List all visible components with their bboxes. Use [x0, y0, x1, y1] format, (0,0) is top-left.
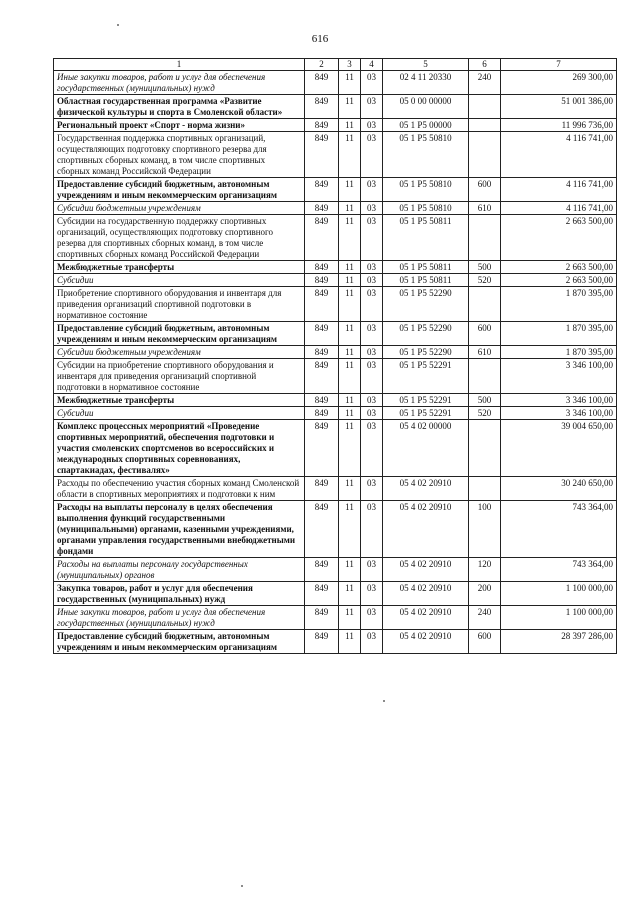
target-article-cell: 05 4 02 20910	[383, 477, 469, 501]
section-cell: 11	[339, 274, 361, 287]
table-row	[54, 630, 617, 654]
section-cell: 11	[339, 407, 361, 420]
ved-cell: 849	[305, 178, 339, 202]
ved-cell: 849	[305, 119, 339, 132]
row-name-cell: Предоставление субсидий бюджетным, автономным учреждениям и иным некоммерческим организациям	[54, 178, 305, 202]
ved-cell: 849	[305, 558, 339, 582]
subsection-cell: 03	[361, 359, 383, 394]
target-article-cell: 05 1 P5 52290	[383, 322, 469, 346]
amount-cell: 269 300,00	[501, 71, 617, 95]
expense-type-cell	[469, 420, 501, 477]
row-name-cell: Региональный проект «Спорт - норма жизни»	[54, 119, 305, 132]
amount-cell: 30 240 650,00	[501, 477, 617, 501]
amount-cell: 743 364,00	[501, 558, 617, 582]
ved-cell: 849	[305, 71, 339, 95]
table-body	[54, 71, 617, 654]
row-name-cell: Субсидии бюджетным учреждениям	[54, 202, 305, 215]
row-name-cell: Субсидии	[54, 274, 305, 287]
scan-speck	[241, 885, 243, 887]
expense-type-cell: 600	[469, 178, 501, 202]
amount-cell: 1 870 395,00	[501, 346, 617, 359]
section-cell: 11	[339, 630, 361, 654]
expense-type-cell: 520	[469, 274, 501, 287]
row-name-cell: Субсидии	[54, 407, 305, 420]
column-header: 5	[383, 59, 469, 71]
target-article-cell: 05 1 P5 50810	[383, 132, 469, 178]
section-cell: 11	[339, 606, 361, 630]
table-row	[54, 287, 617, 322]
target-article-cell: 05 1 P5 00000	[383, 119, 469, 132]
target-article-cell: 05 4 02 00000	[383, 420, 469, 477]
expense-type-cell	[469, 359, 501, 394]
row-name-cell: Иные закупки товаров, работ и услуг для обеспечения государственных (муниципальных) нужд	[54, 71, 305, 95]
row-name-cell: Государственная поддержка спортивных организаций, осуществляющих подготовку спортивного резерва для спортивных сборных команд, в том числе спортивных сборных команд Российской Федерации	[54, 132, 305, 178]
scan-speck	[117, 24, 119, 26]
table-row	[54, 274, 617, 287]
ved-cell: 849	[305, 407, 339, 420]
subsection-cell: 03	[361, 215, 383, 261]
expense-type-cell	[469, 119, 501, 132]
table-row	[54, 95, 617, 119]
ved-cell: 849	[305, 359, 339, 394]
subsection-cell: 03	[361, 420, 383, 477]
expense-type-cell: 600	[469, 322, 501, 346]
section-cell: 11	[339, 394, 361, 407]
expense-type-cell: 500	[469, 261, 501, 274]
section-cell: 11	[339, 501, 361, 558]
ved-cell: 849	[305, 202, 339, 215]
section-cell: 11	[339, 215, 361, 261]
ved-cell: 849	[305, 132, 339, 178]
amount-cell: 3 346 100,00	[501, 407, 617, 420]
section-cell: 11	[339, 346, 361, 359]
subsection-cell: 03	[361, 346, 383, 359]
table-row	[54, 420, 617, 477]
amount-cell: 2 663 500,00	[501, 215, 617, 261]
amount-cell: 1 870 395,00	[501, 322, 617, 346]
row-name-cell: Субсидии бюджетным учреждениям	[54, 346, 305, 359]
target-article-cell: 05 1 P5 50811	[383, 215, 469, 261]
subsection-cell: 03	[361, 132, 383, 178]
row-name-cell: Закупка товаров, работ и услуг для обеспечения государственных (муниципальных) нужд	[54, 582, 305, 606]
section-cell: 11	[339, 95, 361, 119]
expense-type-cell	[469, 287, 501, 322]
subsection-cell: 03	[361, 606, 383, 630]
ved-cell: 849	[305, 394, 339, 407]
target-article-cell: 05 4 02 20910	[383, 582, 469, 606]
amount-cell: 51 001 386,00	[501, 95, 617, 119]
ved-cell: 849	[305, 582, 339, 606]
row-name-cell: Межбюджетные трансферты	[54, 394, 305, 407]
subsection-cell: 03	[361, 477, 383, 501]
amount-cell: 28 397 286,00	[501, 630, 617, 654]
subsection-cell: 03	[361, 274, 383, 287]
row-name-cell: Расходы на выплаты персоналу государственных (муниципальных) органов	[54, 558, 305, 582]
ved-cell: 849	[305, 346, 339, 359]
subsection-cell: 03	[361, 558, 383, 582]
column-header: 2	[305, 59, 339, 71]
amount-cell: 1 100 000,00	[501, 582, 617, 606]
amount-cell: 2 663 500,00	[501, 261, 617, 274]
table-row	[54, 215, 617, 261]
expense-type-cell	[469, 477, 501, 501]
section-cell: 11	[339, 420, 361, 477]
amount-cell: 743 364,00	[501, 501, 617, 558]
expense-type-cell: 240	[469, 606, 501, 630]
section-cell: 11	[339, 359, 361, 394]
target-article-cell: 05 1 P5 52291	[383, 359, 469, 394]
table-row	[54, 359, 617, 394]
table-row	[54, 558, 617, 582]
amount-cell: 3 346 100,00	[501, 394, 617, 407]
section-cell: 11	[339, 261, 361, 274]
subsection-cell: 03	[361, 407, 383, 420]
row-name-cell: Межбюджетные трансферты	[54, 261, 305, 274]
amount-cell: 3 346 100,00	[501, 359, 617, 394]
table-row	[54, 178, 617, 202]
section-cell: 11	[339, 71, 361, 95]
section-cell: 11	[339, 477, 361, 501]
table-row	[54, 322, 617, 346]
table-row	[54, 407, 617, 420]
amount-cell: 4 116 741,00	[501, 178, 617, 202]
subsection-cell: 03	[361, 202, 383, 215]
ved-cell: 849	[305, 420, 339, 477]
table-row	[54, 394, 617, 407]
table-row	[54, 132, 617, 178]
ved-cell: 849	[305, 95, 339, 119]
subsection-cell: 03	[361, 119, 383, 132]
subsection-cell: 03	[361, 582, 383, 606]
target-article-cell: 05 1 P5 50811	[383, 261, 469, 274]
expense-type-cell: 240	[469, 71, 501, 95]
target-article-cell: 05 1 P5 50810	[383, 178, 469, 202]
subsection-cell: 03	[361, 394, 383, 407]
subsection-cell: 03	[361, 287, 383, 322]
expense-type-cell: 100	[469, 501, 501, 558]
table-row	[54, 261, 617, 274]
amount-cell: 4 116 741,00	[501, 202, 617, 215]
subsection-cell: 03	[361, 322, 383, 346]
target-article-cell: 05 1 P5 50811	[383, 274, 469, 287]
target-article-cell: 05 1 P5 50810	[383, 202, 469, 215]
column-number-row	[54, 59, 617, 71]
column-header: 1	[54, 59, 305, 71]
target-article-cell: 05 4 02 20910	[383, 558, 469, 582]
target-article-cell: 05 1 P5 52290	[383, 346, 469, 359]
expense-type-cell: 600	[469, 630, 501, 654]
ved-cell: 849	[305, 215, 339, 261]
table-row	[54, 606, 617, 630]
target-article-cell: 05 1 P5 52290	[383, 287, 469, 322]
ved-cell: 849	[305, 501, 339, 558]
column-header: 3	[339, 59, 361, 71]
scan-speck	[383, 700, 385, 702]
amount-cell: 11 996 736,00	[501, 119, 617, 132]
expense-type-cell: 520	[469, 407, 501, 420]
target-article-cell: 02 4 11 20330	[383, 71, 469, 95]
section-cell: 11	[339, 178, 361, 202]
expense-type-cell: 200	[469, 582, 501, 606]
expense-type-cell	[469, 95, 501, 119]
table-row	[54, 119, 617, 132]
ved-cell: 849	[305, 274, 339, 287]
table-row	[54, 477, 617, 501]
row-name-cell: Расходы по обеспечению участия сборных команд Смоленской области в спортивных мероприятиях и подготовки к ним	[54, 477, 305, 501]
target-article-cell: 05 0 00 00000	[383, 95, 469, 119]
section-cell: 11	[339, 119, 361, 132]
section-cell: 11	[339, 558, 361, 582]
expense-type-cell: 610	[469, 202, 501, 215]
table-row	[54, 346, 617, 359]
target-article-cell: 05 4 02 20910	[383, 606, 469, 630]
ved-cell: 849	[305, 630, 339, 654]
subsection-cell: 03	[361, 261, 383, 274]
subsection-cell: 03	[361, 71, 383, 95]
section-cell: 11	[339, 287, 361, 322]
row-name-cell: Комплекс процессных мероприятий «Проведение спортивных мероприятий, обеспечения подготовки и участия смоленских спортсменов во всероссийских и международных спортивных соревнованиях, спартакиадах, фестивалях»	[54, 420, 305, 477]
row-name-cell: Предоставление субсидий бюджетным, автономным учреждениям и иным некоммерческим организациям	[54, 630, 305, 654]
table-row	[54, 202, 617, 215]
row-name-cell: Приобретение спортивного оборудования и инвентаря для приведения организаций спортивной подготовки в нормативное состояние	[54, 287, 305, 322]
column-header: 7	[501, 59, 617, 71]
expense-type-cell: 120	[469, 558, 501, 582]
column-header: 4	[361, 59, 383, 71]
page-number: 616	[311, 33, 329, 45]
section-cell: 11	[339, 132, 361, 178]
ved-cell: 849	[305, 287, 339, 322]
amount-cell: 2 663 500,00	[501, 274, 617, 287]
row-name-cell: Расходы на выплаты персоналу в целях обеспечения выполнения функций государственными (муниципальными) органами, казенными учреждениями, органами управления государственными внебюджетными фондами	[54, 501, 305, 558]
subsection-cell: 03	[361, 630, 383, 654]
expense-type-cell	[469, 132, 501, 178]
row-name-cell: Предоставление субсидий бюджетным, автономным учреждениям и иным некоммерческим организациям	[54, 322, 305, 346]
table-row	[54, 582, 617, 606]
target-article-cell: 05 4 02 20910	[383, 630, 469, 654]
target-article-cell: 05 4 02 20910	[383, 501, 469, 558]
subsection-cell: 03	[361, 501, 383, 558]
ved-cell: 849	[305, 477, 339, 501]
expense-type-cell	[469, 215, 501, 261]
ved-cell: 849	[305, 322, 339, 346]
row-name-cell: Субсидии на государственную поддержку спортивных организаций, осуществляющих подготовку спортивного резерва для спортивных сборных команд, в том числе спортивных сборных команд Российской Федерации	[54, 215, 305, 261]
section-cell: 11	[339, 322, 361, 346]
amount-cell: 39 004 650,00	[501, 420, 617, 477]
subsection-cell: 03	[361, 178, 383, 202]
table-row	[54, 501, 617, 558]
column-header: 6	[469, 59, 501, 71]
amount-cell: 1 870 395,00	[501, 287, 617, 322]
amount-cell: 1 100 000,00	[501, 606, 617, 630]
table-row	[54, 71, 617, 95]
ved-cell: 849	[305, 606, 339, 630]
budget-table	[53, 58, 617, 654]
row-name-cell: Иные закупки товаров, работ и услуг для обеспечения государственных (муниципальных) нужд	[54, 606, 305, 630]
section-cell: 11	[339, 582, 361, 606]
subsection-cell: 03	[361, 95, 383, 119]
target-article-cell: 05 1 P5 52291	[383, 394, 469, 407]
ved-cell: 849	[305, 261, 339, 274]
target-article-cell: 05 1 P5 52291	[383, 407, 469, 420]
section-cell: 11	[339, 202, 361, 215]
expense-type-cell: 610	[469, 346, 501, 359]
expense-type-cell: 500	[469, 394, 501, 407]
row-name-cell: Областная государственная программа «Развитие физической культуры и спорта в Смоленской области»	[54, 95, 305, 119]
amount-cell: 4 116 741,00	[501, 132, 617, 178]
row-name-cell: Субсидии на приобретение спортивного оборудования и инвентаря для приведения организаций спортивной подготовки в нормативное состояние	[54, 359, 305, 394]
